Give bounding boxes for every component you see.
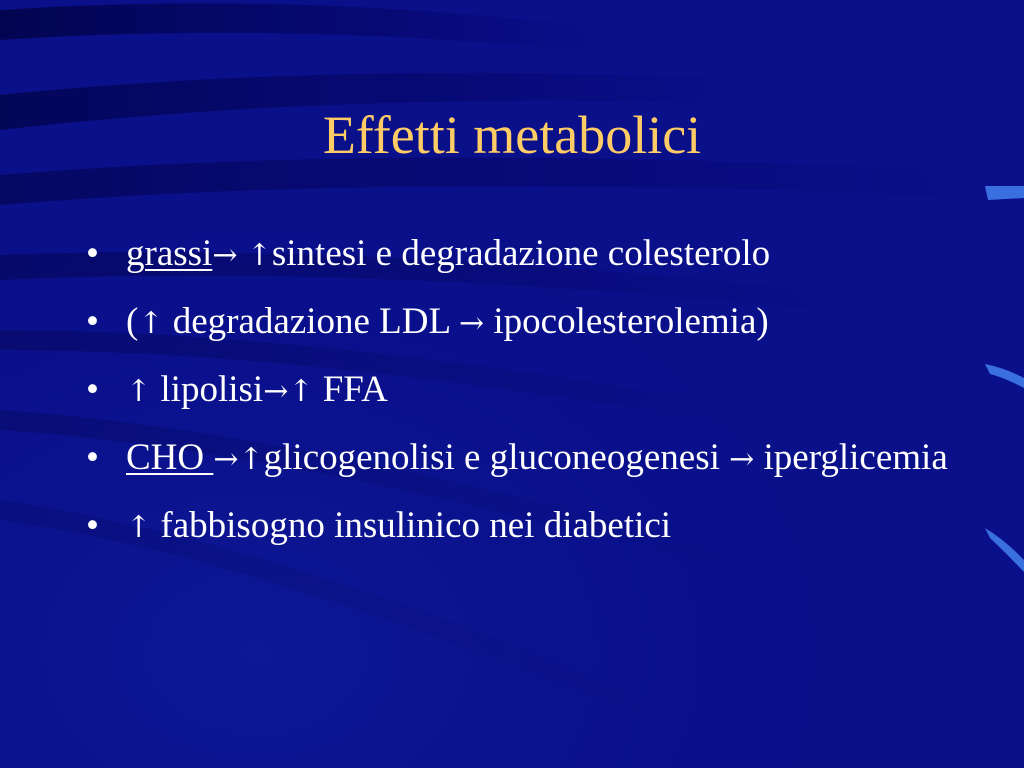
bullet-item [86, 504, 966, 550]
bullet-dot: • [86, 301, 99, 342]
bullet-dot: • [86, 369, 99, 410]
slide-title: Effetti metabolici [322, 105, 702, 165]
bullet-item [86, 232, 966, 278]
arrow-up-icon: ↑ [288, 374, 314, 409]
arrow-up-icon: ↑ [126, 374, 152, 409]
bullet-item [86, 300, 966, 346]
bullet-text: degradazione LDL [163, 301, 459, 342]
bullet-text: ipocolesterolemia) [484, 301, 769, 342]
bullet-item [86, 436, 966, 482]
bullet-text: lipolisi [151, 369, 264, 410]
bullet-item [86, 368, 966, 414]
arrow-right-icon: → [213, 442, 239, 477]
arrow-up-icon: ↑ [126, 510, 152, 545]
bullet-dot: • [86, 437, 99, 478]
arrow-up-icon: ↑ [246, 238, 272, 273]
bullet-dot: • [86, 233, 99, 274]
bullet-text: sintesi e degradazione colesterolo [271, 233, 771, 274]
bullet-dot: • [86, 505, 99, 546]
bullet-text: ( [126, 301, 139, 342]
arrow-up-icon: ↑ [138, 306, 164, 341]
arrow-right-icon: → [263, 374, 289, 409]
underlined-term: CHO [126, 437, 214, 478]
bullet-text: fabbisogno insulinico nei diabetici [151, 505, 672, 546]
arrow-up-icon: ↑ [238, 442, 264, 477]
bullet-list [86, 232, 966, 572]
bullet-text: FFA [313, 369, 388, 410]
arrow-right-icon: → [458, 306, 485, 341]
arrow-right-icon: → [729, 442, 755, 477]
bullet-text: iperglicemia [754, 437, 948, 478]
arrow-right-icon: → [212, 238, 238, 273]
underlined-term: grassi [126, 233, 213, 274]
bullet-text: glicogenolisi e gluconeogenesi [263, 437, 730, 478]
